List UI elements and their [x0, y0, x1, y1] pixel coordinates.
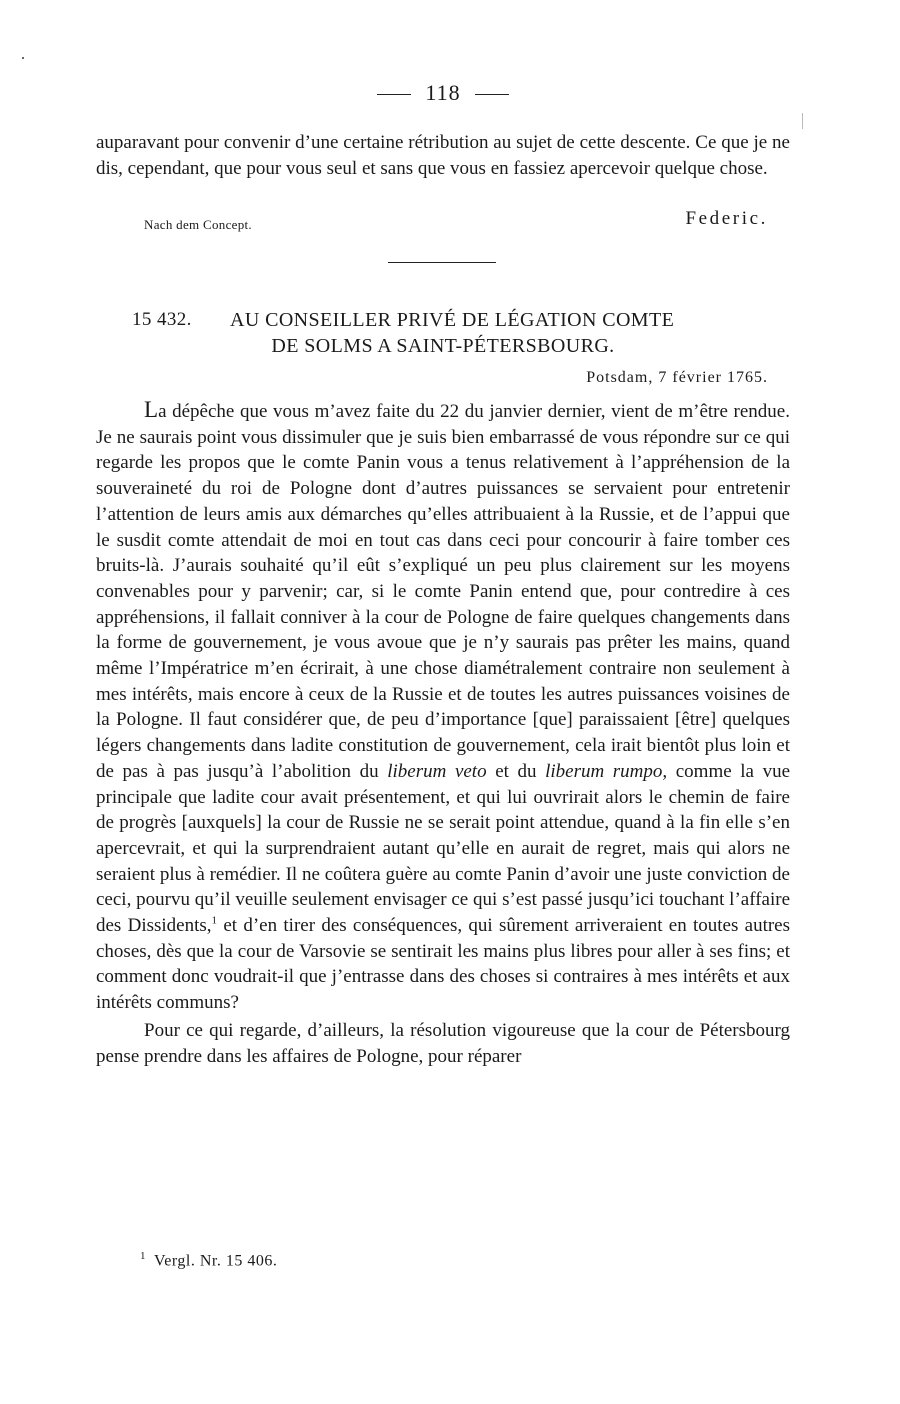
page-number: 118 [425, 80, 461, 105]
letter-place: Potsdam, [586, 369, 654, 386]
letter-number: 15 432. [132, 309, 192, 330]
letter-title [96, 307, 790, 359]
letter-body [96, 397, 790, 1069]
letter-title-line2: DE SOLMS A SAINT-PÉTERSBOURG. [271, 335, 615, 357]
continuation-paragraph: auparavant pour convenir d’une certaine rétribution au sujet de cette descente. Ce que je ne dis, cependant, que pour vous seul et sans que vous en fassiez apercevoir quelque chose. [96, 132, 790, 179]
letter-title-line1: AU CONSEILLER PRIVÉ DE LÉGATION COMTE [230, 309, 675, 331]
paragraph1-part4: et d’en tirer des conséquences, qui sûrement arriveraient en toutes autres choses, dès que la cour de Varsovie se sentirait les mains plus libres pour aller à ses fins; et comment donc voudrait-il que j’entrasse dans des choses si contraires à mes intérêts et aux intérêts communs? [96, 915, 791, 1014]
page-header [96, 80, 790, 106]
source-note: Nach dem Concept. [144, 217, 252, 232]
header-dash-left [377, 94, 411, 95]
place-date [586, 369, 768, 387]
footnote-text: Vergl. Nr. 15 406. [154, 1252, 278, 1270]
paragraph1-part3: comme la vue principale que ladite cour avait présentement, et qui lui ouvrirait alors le chemin de faire de progrès [auxquels] la cour de Russie ne se serait point attendue, quand à la fin elle s’en apercevrait, et qui la surprendraient autant qu’elle en aurait de regret, mais qui alors ne seraient plus à remédier. Il ne coûtera guère au comte Panin d’avoir une juste conviction de ceci, pourvu qu’il veuille seulement envisager ce qui s’est passé jusqu’ici touchant l’affaire des Dissidents, [96, 760, 790, 937]
section-separator [388, 262, 496, 263]
latin-term-liberum-rumpo: liberum rumpo, [545, 760, 668, 782]
letter-date: 7 février 1765. [658, 369, 768, 386]
paragraph1-part2: et du [495, 760, 537, 782]
scan-speck [22, 57, 24, 59]
footnote [140, 1250, 277, 1270]
scan-margin-mark [802, 113, 803, 129]
body-paragraph-2: Pour ce qui regarde, d’ailleurs, la résolution vigoureuse que la cour de Pétersbourg pense prendre dans les affaires de Pologne, pour réparer [96, 1019, 790, 1067]
header-dash-right [475, 94, 509, 95]
footnote-reference[interactable]: 1 [211, 914, 218, 927]
footnote-mark: 1 [140, 1250, 146, 1262]
body-paragraph-1 [96, 397, 790, 1016]
signature: Federic. [685, 208, 768, 229]
latin-term-liberum-veto: liberum veto [387, 760, 487, 782]
paragraph1-part1: La dépêche que vous m’avez faite du 22 du janvier dernier, vient de m’être rendue. Je ne saurais point vous dissimuler que je suis bien embarrassé de vous répondre sur ce qui regarde les propos que le comte Panin vous a tenus relativement à l’appréhension de la souveraineté du roi de Pologne dont d’autres puissances se servaient pour entretenir l’attention de leurs amis aux démarches qu’elles attribuaient à la Russie, et de l’appui que le susdit comte attendait de moi en tout cas dans ceci pour concourir à faire tomber ces bruits-là. J’aurais souhaité qu’il eût s’expliqué un peu plus clairement sur les moyens convenables pour y parvenir; car, si le comte Panin entend que, pour contredire à ces appréhensions, il fallait conniver à la cour de Pologne de faire quelques changements dans la forme de gouvernement, je vous avoue que je n’y saurais pas prêter les mains, quand même l’Impératrice m’en écrirait, à une chose diamétralement contraire non seulement à mes intérêts, mais encore à ceux de la Russie et de toutes les autres puissances voisines de la Pologne. Il faut considérer que, de peu d’importance [que] paraissaient [être] quelques légers changements dans ladite constitution de gouvernement, cela irait bientôt plus loin et de pas à pas jusqu’à l’abolition du [96, 397, 790, 782]
